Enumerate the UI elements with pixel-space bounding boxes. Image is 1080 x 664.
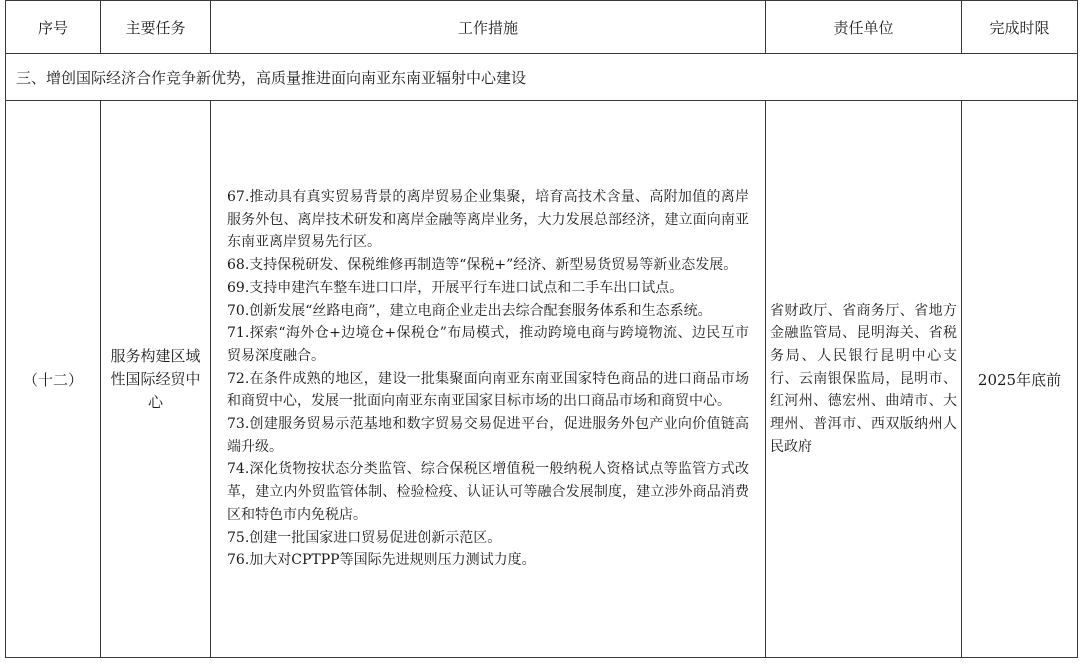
measure-item: 74.深化货物按状态分类监管、综合保税区增值税一般纳税人资格试点等监管方式改革，建立内外贸监管体制、检验检疫、认证认可等融合发展制度，建立涉外商品消费区和特色市内免税店。	[227, 461, 749, 523]
measure-item: 69.支持申建汽车整车进口口岸，开展平行车进口试点和二手车出口试点。	[227, 279, 684, 296]
measure-item: 68.支持保税研发、保税维修再制造等“保税+”经济、新型易货贸易等新业态发展。	[227, 257, 738, 274]
measure-item: 71.探索“海外仓+边境仓+保税仓”布局模式，推动跨境电商与跨境物流、边民互市贸易深度融合。	[227, 325, 749, 364]
row-deadline: 2025年底前	[962, 101, 1078, 658]
row-measures	[211, 101, 766, 658]
measure-item: 70.创新发展“丝路电商”，建立电商企业走出去综合配套服务体系和生态系统。	[227, 302, 712, 319]
section-title: 三、增创国际经济合作竞争新优势，高质量推进面向南亚东南亚辐射中心建设	[6, 54, 1078, 101]
task-table	[5, 0, 1078, 658]
measure-item: 72.在条件成熟的地区，建设一批集聚面向南亚东南亚国家特色商品的进口商品市场和商贸中心，发展一批面向南亚东南亚国家目标市场的出口商品市场和商贸中心。	[227, 370, 749, 410]
section-row	[6, 54, 1078, 101]
row-task: 服务构建区域性国际经贸中心	[101, 101, 211, 658]
row-unit: 省财政厅、省商务厅、省地方金融监管局、昆明海关、省税务局、人民银行昆明中心支行、云南银保监局，昆明市、红河州、德宏州、曲靖市、大理州、普洱市、西双版纳州人民政府	[766, 101, 962, 658]
measure-item: 75.创建一批国家进口贸易促进创新示范区。	[227, 529, 502, 546]
measure-item: 76.加大对CPTPP等国际先进规则压力测试力度。	[227, 552, 536, 569]
header-deadline: 完成时限	[962, 1, 1078, 54]
header-seq: 序号	[6, 1, 101, 54]
measure-item: 73.创建服务贸易示范基地和数字贸易交易促进平台，促进服务外包产业向价值链高端升级。	[227, 416, 749, 455]
header-row	[6, 1, 1078, 54]
header-measures: 工作措施	[211, 1, 766, 54]
header-unit: 责任单位	[766, 1, 962, 54]
header-task: 主要任务	[101, 1, 211, 54]
measure-item: 67.推动具有真实贸易背景的离岸贸易企业集聚，培育高技术含量、高附加值的离岸服务外包、离岸技术研发和离岸金融等离岸业务，大力发展总部经济，建立面向南亚东南亚离岸贸易先行区。	[227, 189, 749, 251]
table-row	[6, 101, 1078, 658]
row-seq: （十二）	[6, 101, 101, 658]
